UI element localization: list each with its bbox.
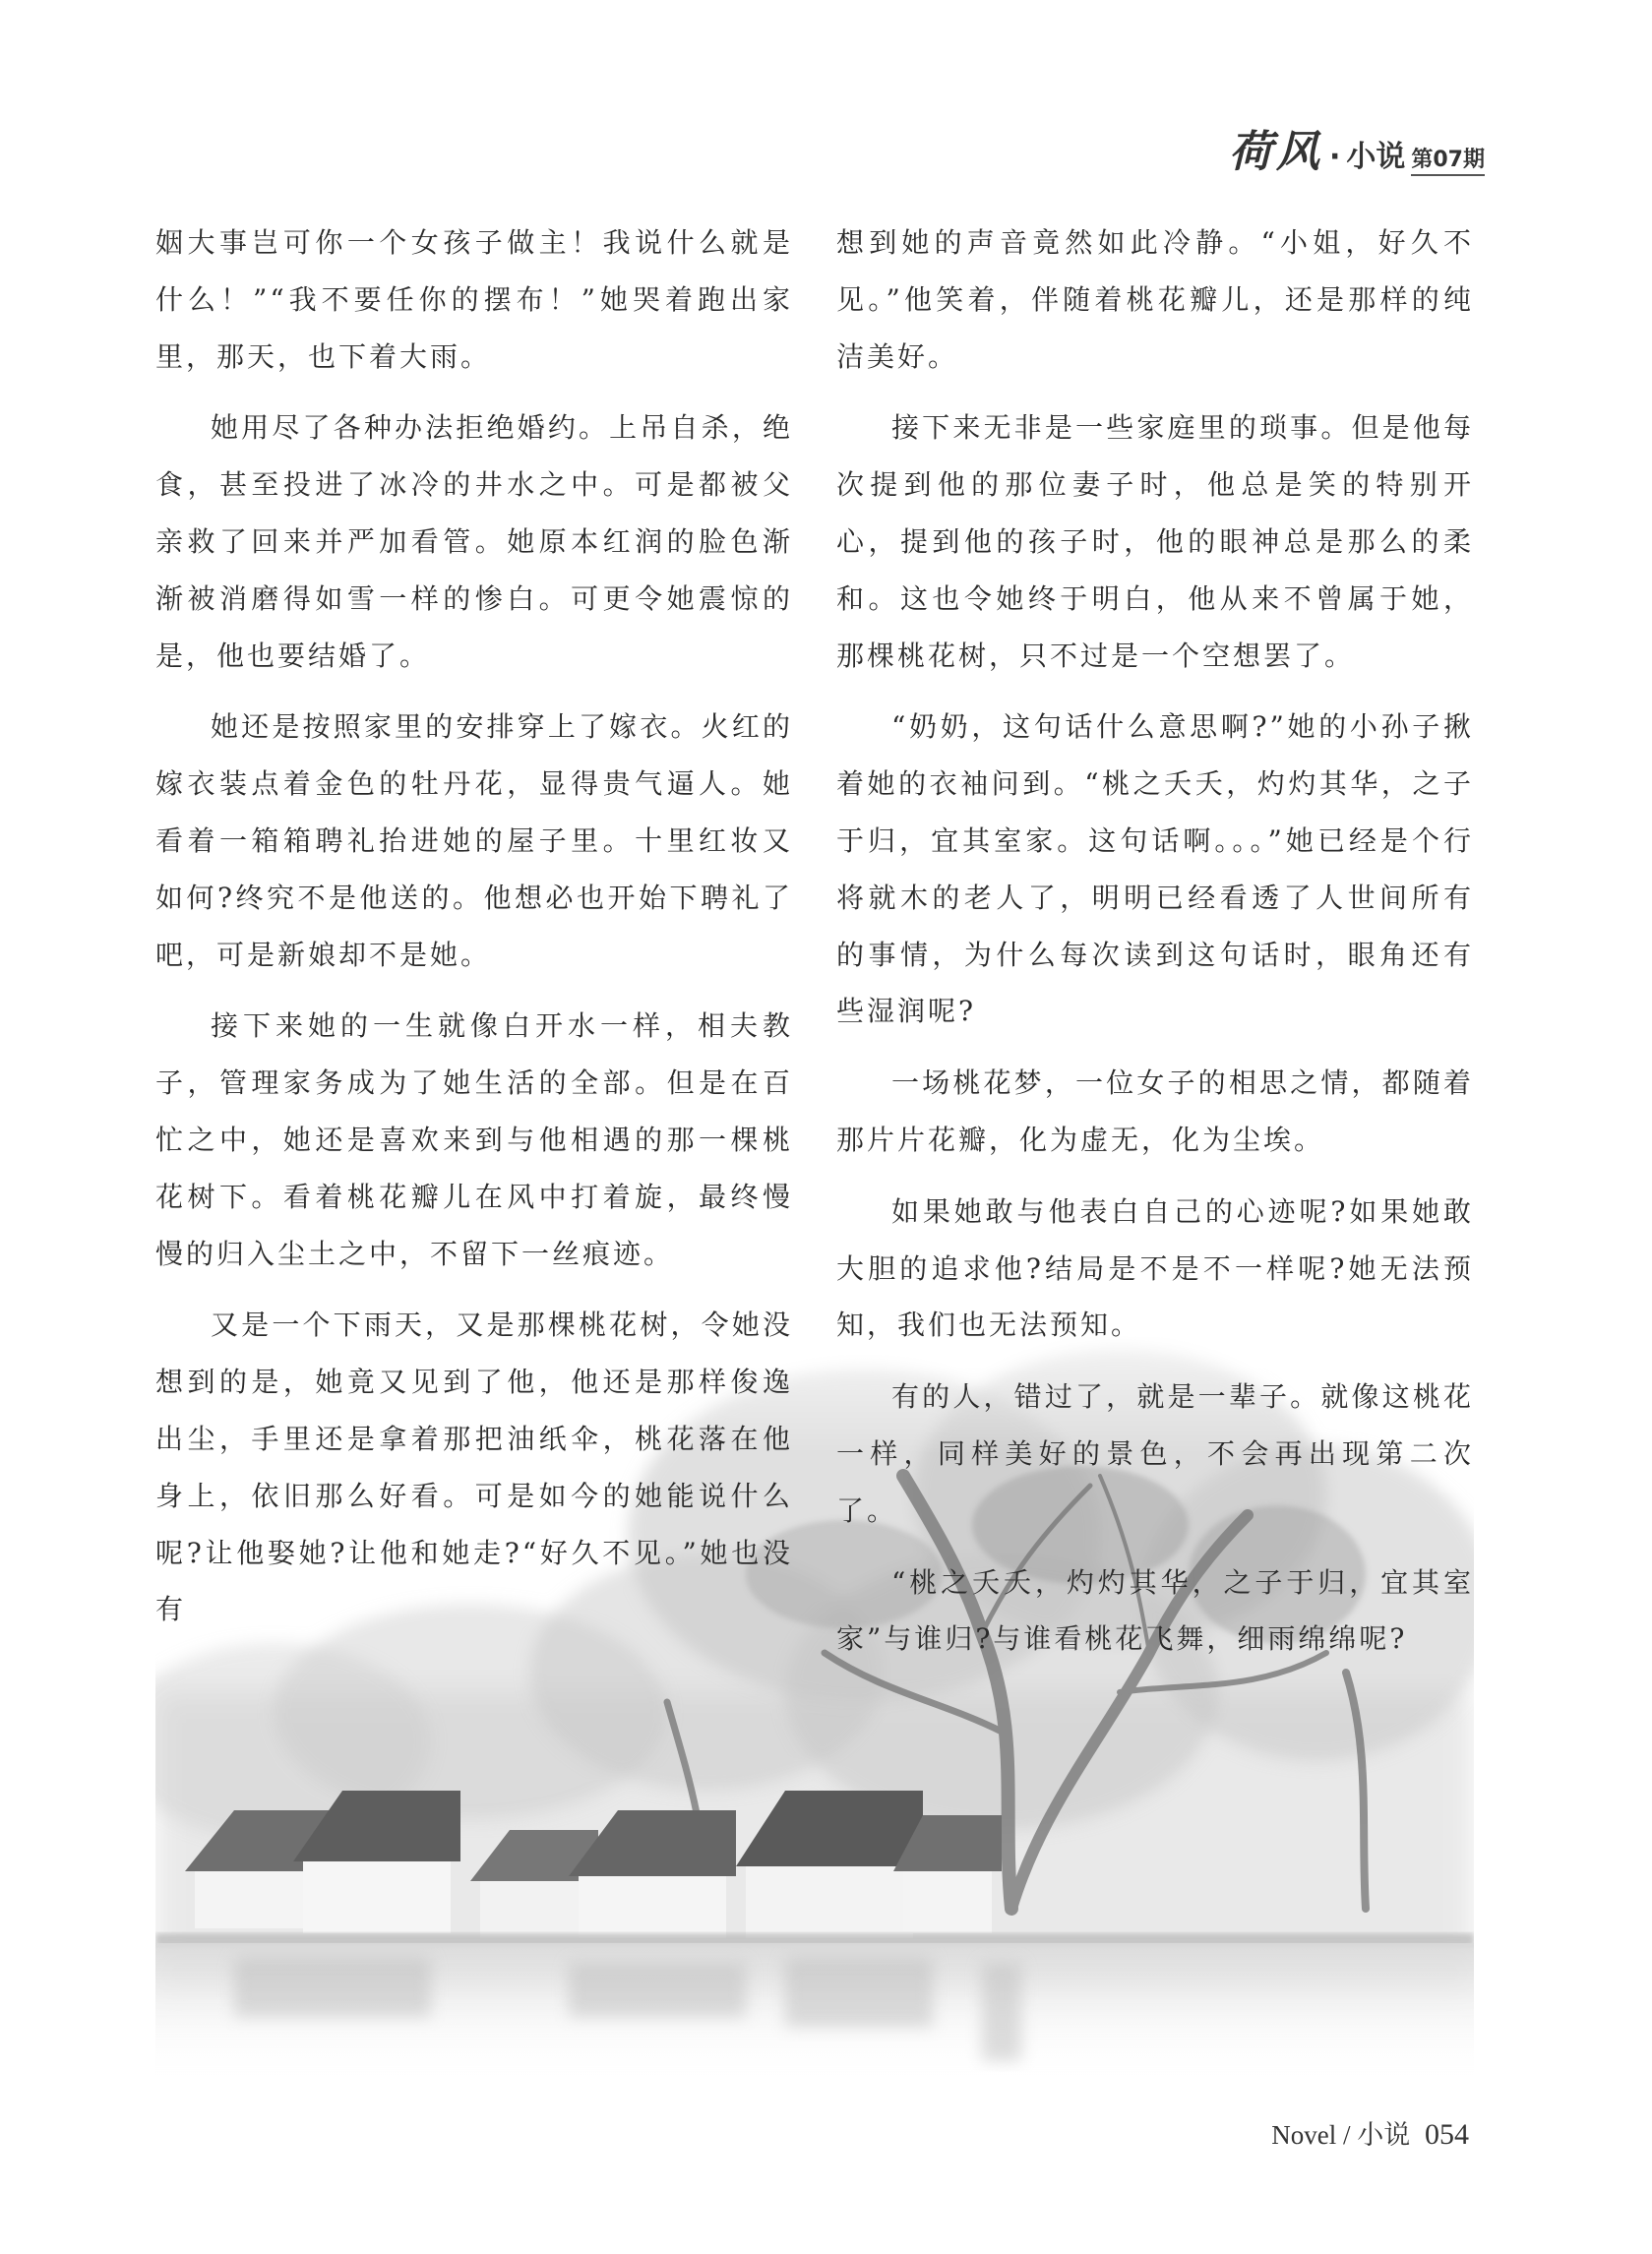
paragraph: 接下来无非是一些家庭里的琐事。但是他每次提到他的那位妻子时，他总是笑的特别开心，提到他的孩子时，他的眼神总是那么的柔和。这也令她终于明白，他从来不曾属于她，那棵桃花树，只不过是一个空想罢了。 — [836, 411, 1474, 672]
running-header — [1229, 116, 1485, 179]
right-text-column — [836, 214, 1474, 1682]
paragraph: “桃之夭夭，灼灼其华，之子于归，宜其室家”与谁归?与谁看桃花飞舞，细雨绵绵呢? — [836, 1565, 1474, 1656]
paragraph: 又是一个下雨天，又是那棵桃花树，令她没想到的是，她竟又见到了他，他还是那样俊逸出尘，手里还是拿着那把油纸伞，桃花落在他身上，依旧那么好看。可是如今的她能说什么呢?让他娶她?让他和她走?“好久不见。”她也没有 — [155, 1309, 793, 1626]
magazine-brand: 荷风 — [1228, 127, 1323, 177]
paragraph: 如果她敢与他表白自己的心迹呢?如果她敢大胆的追求他?结局是不是不一样呢?她无法预知，我们也无法预知。 — [836, 1194, 1474, 1342]
left-text-column — [155, 214, 793, 1653]
page-footer — [1271, 2113, 1469, 2152]
section-name: 小说 — [1346, 140, 1406, 174]
paragraph: 有的人，错过了，就是一辈子。就像这桃花一样，同样美好的景色，不会再出现第二次了。 — [836, 1380, 1474, 1527]
header-dot: · — [1328, 140, 1341, 174]
paragraph: 她用尽了各种办法拒绝婚约。上吊自杀，绝食，甚至投进了冰冷的井水之中。可是都被父亲救了回来并严加看管。她原本红润的脸色渐渐被消磨得如雪一样的惨白。可更令她震惊的是，他也要结婚了。 — [155, 411, 793, 672]
page-number: 054 — [1425, 2118, 1469, 2151]
issue-number: 第07期 — [1411, 143, 1485, 176]
paragraph: 一场桃花梦，一位女子的相思之情，都随着那片片花瓣，化为虚无，化为尘埃。 — [836, 1066, 1474, 1156]
paragraph: 接下来她的一生就像白开水一样，相夫教子，管理家务成为了她生活的全部。但是在百忙之中，她还是喜欢来到与他相遇的那一棵桃花树下。看着桃花瓣儿在风中打着旋，最终慢慢的归入尘土之中，不留下一丝痕迹。 — [155, 1009, 793, 1270]
paragraph: 想到她的声音竟然如此冷静。“小姐，好久不见。”他笑着，伴随着桃花瓣儿，还是那样的纯洁美好。 — [836, 226, 1474, 373]
paragraph: “奶奶，这句话什么意思啊?”她的小孙子揪着她的衣袖问到。“桃之夭夭，灼灼其华，之子于归，宜其室家。这句话啊。。。”她已经是个行将就木的老人了，明明已经看透了人世间所有的事情，为什么每次读到这句话时，眼角还有些湿润呢? — [836, 710, 1474, 1028]
paragraph: 她还是按照家里的安排穿上了嫁衣。火红的嫁衣装点着金色的牡丹花，显得贵气逼人。她看着一箱箱聘礼抬进她的屋子里。十里红妆又如何?终究不是他送的。他想必也开始下聘礼了吧，可是新娘却不是她。 — [155, 710, 793, 971]
footer-label: Novel / 小说 — [1271, 2120, 1411, 2150]
paragraph: 姻大事岂可你一个女孩子做主！我说什么就是什么！”“我不要任你的摆布！”她哭着跑出家里，那天，也下着大雨。 — [155, 226, 793, 373]
